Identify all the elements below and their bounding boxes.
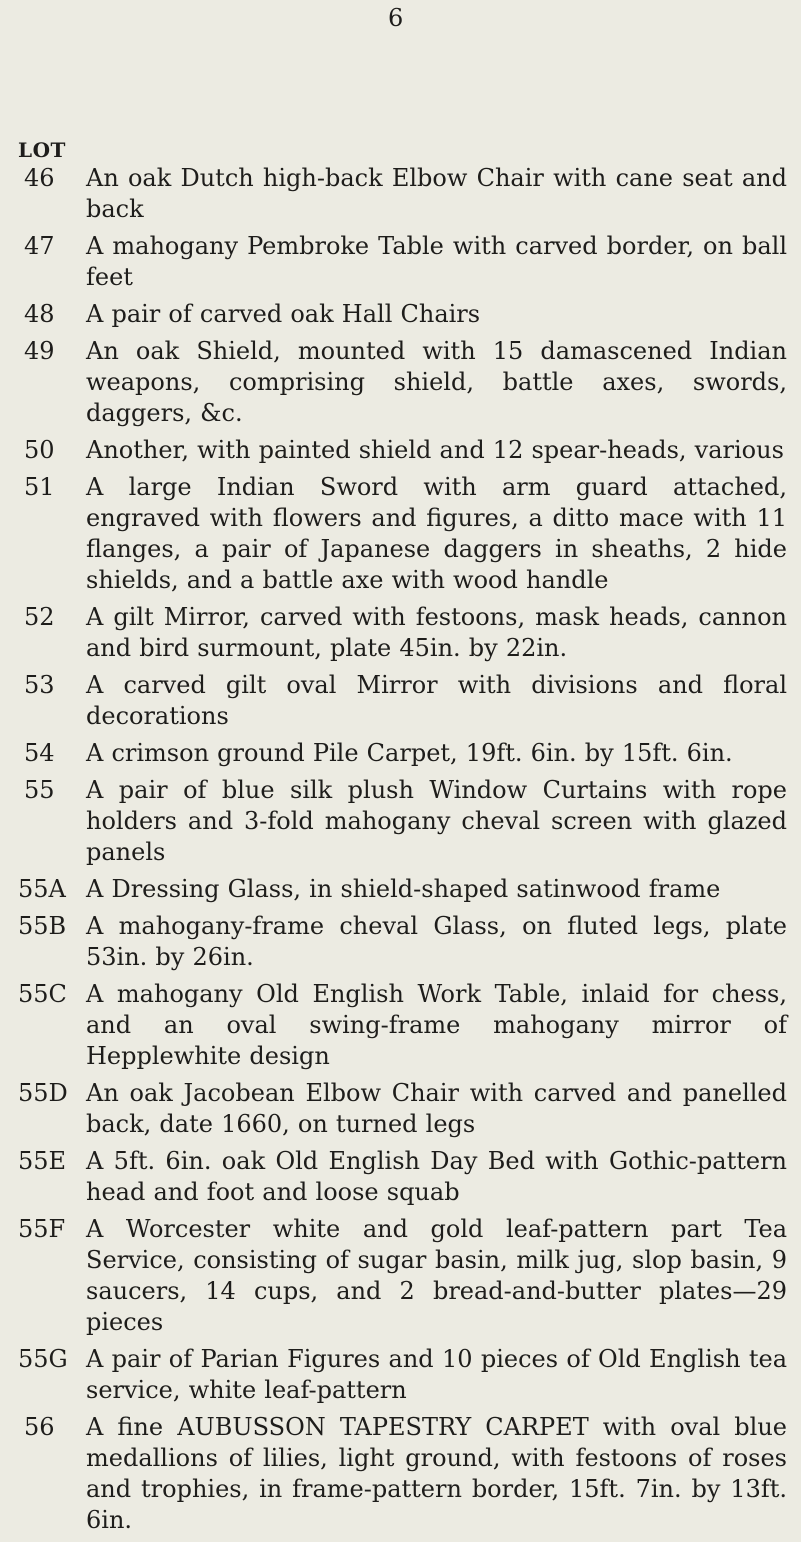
lot-list (0, 163, 801, 1542)
lot-description: A pair of blue silk plush Window Curtains with rope holders and 3-fold mahogany cheval screen with glazed panels (86, 776, 787, 866)
lot-number: 55F (18, 1215, 66, 1243)
lot-description: An oak Jacobean Elbow Chair with carved and panelled back, date 1660, on turned legs (86, 1079, 787, 1138)
lot-item (0, 738, 801, 769)
lot-number: 48 (24, 300, 55, 328)
lot-item (0, 163, 801, 225)
lot-description: A crimson ground Pile Carpet, 19ft. 6in. by 15ft. 6in. (86, 739, 733, 767)
lot-number: 55E (18, 1147, 67, 1175)
lot-description: Another, with painted shield and 12 spear-heads, various (86, 436, 784, 464)
lot-item (0, 231, 801, 293)
lot-item (0, 670, 801, 732)
lot-item (0, 874, 801, 905)
lot-number: 55C (18, 980, 67, 1008)
lot-number: 53 (24, 671, 55, 699)
lot-description: A pair of Parian Figures and 10 pieces of Old English tea service, white leaf-pattern (86, 1345, 787, 1404)
lot-item (0, 911, 801, 973)
lot-description: A Dressing Glass, in shield-shaped satinwood frame (86, 875, 721, 903)
lot-description: An oak Dutch high-back Elbow Chair with cane seat and back (86, 164, 787, 223)
lot-item (0, 775, 801, 868)
lot-number: 50 (24, 436, 55, 464)
page-number: 6 (388, 4, 404, 32)
lot-number: 55D (18, 1079, 68, 1107)
lot-description: A gilt Mirror, carved with festoons, mask heads, cannon and bird surmount, plate 45in. by 22in. (86, 603, 787, 662)
lot-number: 52 (24, 603, 55, 631)
lot-description: An oak Shield, mounted with 15 damascened Indian weapons, comprising shield, battle axes, swords, daggers, &c. (86, 337, 787, 427)
lot-number: 49 (24, 337, 55, 365)
lot-description: A 5ft. 6in. oak Old English Day Bed with Gothic-pattern head and foot and loose squab (86, 1147, 787, 1206)
lot-item (0, 602, 801, 664)
lot-item (0, 472, 801, 596)
lot-item (0, 1078, 801, 1140)
lot-item (0, 1412, 801, 1536)
lot-description: A mahogany Old English Work Table, inlaid for chess, and an oval swing-frame mahogany mirror of Hepplewhite design (86, 980, 787, 1070)
lot-description: A pair of carved oak Hall Chairs (86, 300, 481, 328)
lot-description: A large Indian Sword with arm guard attached, engraved with flowers and figures, a ditto mace with 11 flanges, a pair of Japanese daggers in sheaths, 2 hide shields, and a battle axe with wood handle (86, 473, 787, 594)
lot-item (0, 1146, 801, 1208)
lot-description: A fine AUBUSSON TAPESTRY CARPET with oval blue medallions of lilies, light ground, with festoons of roses and trophies, in frame-pattern border, 15ft. 7in. by 13ft. 6in. (86, 1413, 787, 1534)
lot-description: A mahogany Pembroke Table with carved border, on ball feet (86, 232, 787, 291)
lot-item (0, 336, 801, 429)
lot-description: A carved gilt oval Mirror with divisions and floral decorations (86, 671, 787, 730)
lot-number: 55 (24, 776, 55, 804)
lot-item (0, 299, 801, 330)
lot-description: A mahogany-frame cheval Glass, on fluted legs, plate 53in. by 26in. (86, 912, 787, 971)
lot-number: 47 (24, 232, 55, 260)
lot-number: 55B (18, 912, 67, 940)
lot-number: 55G (18, 1345, 68, 1373)
lot-item (0, 979, 801, 1072)
lot-number: 46 (24, 164, 55, 192)
lot-item (0, 435, 801, 466)
lot-description: A Worcester white and gold leaf-pattern part Tea Service, consisting of sugar basin, milk jug, slop basin, 9 saucers, 14 cups, and 2 bread-and-butter plates—29 pieces (86, 1215, 787, 1336)
lot-number: 51 (24, 473, 55, 501)
lot-column-header: LOT (18, 138, 66, 162)
lot-number: 54 (24, 739, 55, 767)
lot-item (0, 1214, 801, 1338)
lot-number: 56 (24, 1413, 55, 1441)
lot-item (0, 1344, 801, 1406)
lot-number: 55A (18, 875, 66, 903)
